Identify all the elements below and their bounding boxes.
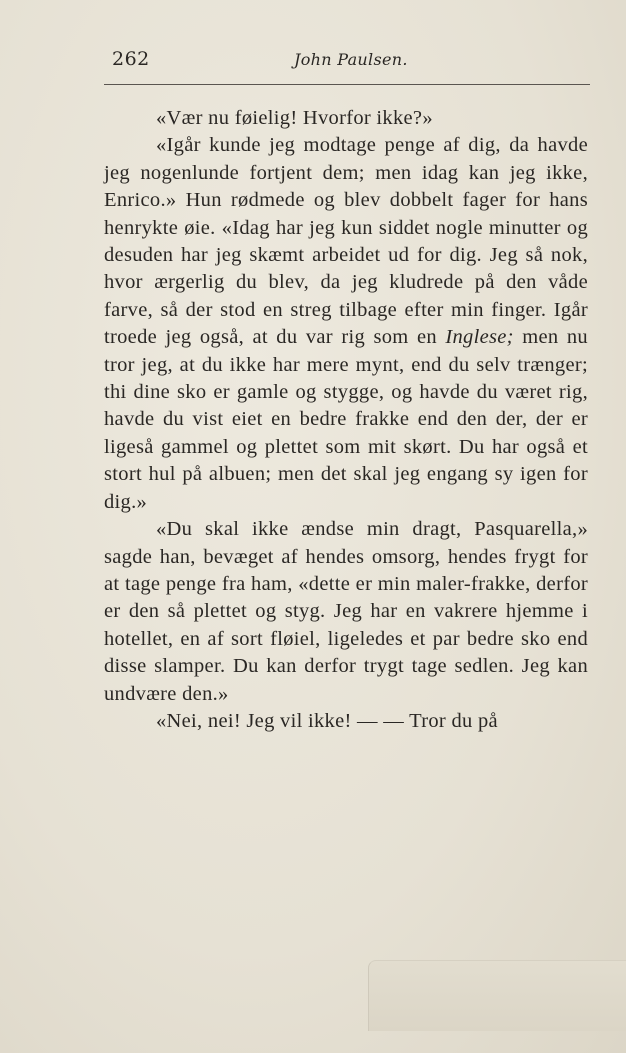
body-text: [104, 105, 588, 735]
running-title: John Paulsen.: [294, 50, 408, 69]
paragraph: [104, 516, 588, 708]
text-run: «Nei, nei! Jeg vil ikke! — — Tror du på: [156, 709, 498, 732]
italic-text: Inglese;: [445, 326, 514, 349]
header-rule: [104, 84, 590, 85]
text-run: men nu tror jeg, at du ikke har mere mynt, end du selv trænger; thi dine sko er gamle og stygge, og havde du været rig, havde du vist eiet en bedre frakke end den der, der er ligeså gammel og plettet som mit skørt. Du har også et stort hul på albuen; men det skal jeg engang sy igen for dig.»: [104, 326, 588, 513]
page-corner-shadow: [368, 960, 626, 1031]
text-run: «Du skal ikke ændse min dragt, Pasquarella,» sagde han, bevæget af hendes omsorg, hendes frygt for at tage penge fra ham, «dette er min maler-frakke, derfor er den så plettet og styg. Jeg har en vakrere hjemme i hotellet, en af sort fløiel, ligeledes et par bedre sko end disse slamper. Du kan derfor trygt tage sedlen. Jeg kan undvære den.»: [104, 518, 588, 705]
paragraph: [104, 708, 588, 735]
text-run: «Igår kunde jeg modtage penge af dig, da havde jeg nogenlunde fortjent dem; men idag kan jeg ikke, Enrico.» Hun rødmede og blev dobbelt fager for hans henrykte øie. «Idag har jeg kun siddet nogle minutter og desuden har jeg skæmt arbeidet ud for dig. Jeg så nok, hvor ærgerlig du blev, da jeg kludrede på den våde farve, så der stod en streg tilbage efter min finger. Igår troede jeg også, at du var rig som en: [104, 134, 588, 349]
paragraph: [104, 105, 588, 132]
page-number: 262: [112, 48, 150, 70]
page-header: [104, 48, 590, 78]
paragraph: [104, 132, 588, 516]
text-run: «Vær nu føielig! Hvorfor ikke?»: [156, 107, 433, 129]
